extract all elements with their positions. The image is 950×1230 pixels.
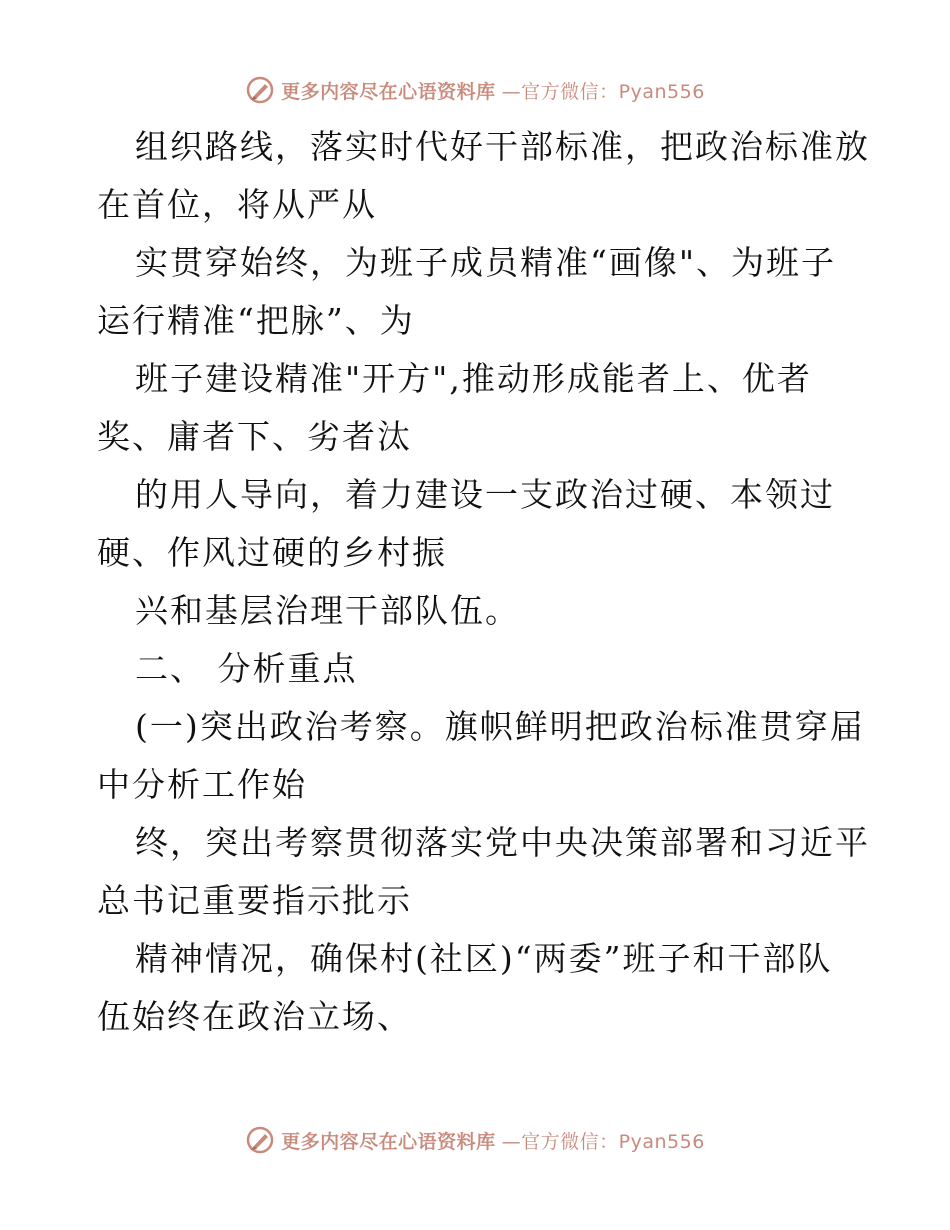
body-line: 班子建设精准"开方",推动形成能者上、优者	[135, 359, 812, 398]
body-line: 终，突出考察贯彻落实党中央决策部署和习近平	[135, 823, 870, 862]
footer-brand-text: 更多内容尽在心语资料库	[281, 1130, 496, 1153]
body-line: 实贯穿始终，为班子成员精准“画像"、为班子	[135, 243, 837, 282]
footer-wechat-text: —官方微信：Pyan556	[501, 1130, 705, 1153]
section-heading: 二、 分析重点	[135, 649, 358, 688]
pen-logo-icon	[245, 1125, 275, 1155]
document-body	[97, 118, 870, 1046]
header-watermark-banner	[0, 72, 950, 108]
body-line: 在首位，将从严从	[97, 185, 377, 224]
header-wechat-text: —官方微信：Pyan556	[501, 80, 705, 103]
footer-watermark-banner	[0, 1122, 950, 1158]
body-line: 组织路线，落实时代好干部标准，把政治标准放	[135, 127, 870, 166]
body-line: 运行精准“把脉”、为	[97, 301, 415, 340]
body-line: 硬、作风过硬的乡村振	[97, 533, 447, 572]
body-line: (一)突出政治考察。旗帜鲜明把政治标准贯穿届	[135, 707, 865, 746]
body-line: 伍始终在政治立场、	[97, 997, 412, 1036]
body-line: 中分析工作始	[97, 765, 307, 804]
body-line: 的用人导向，着力建设一支政治过硬、本领过	[135, 475, 835, 514]
body-line: 总书记重要指示批示	[97, 881, 412, 920]
header-brand-text: 更多内容尽在心语资料库	[281, 80, 496, 103]
body-line: 兴和基层治理干部队伍。	[135, 591, 520, 630]
body-line: 奖、庸者下、劣者汰	[97, 417, 412, 456]
pen-logo-icon	[245, 75, 275, 105]
body-line: 精神情况，确保村(社区)“两委”班子和干部队	[135, 939, 833, 978]
